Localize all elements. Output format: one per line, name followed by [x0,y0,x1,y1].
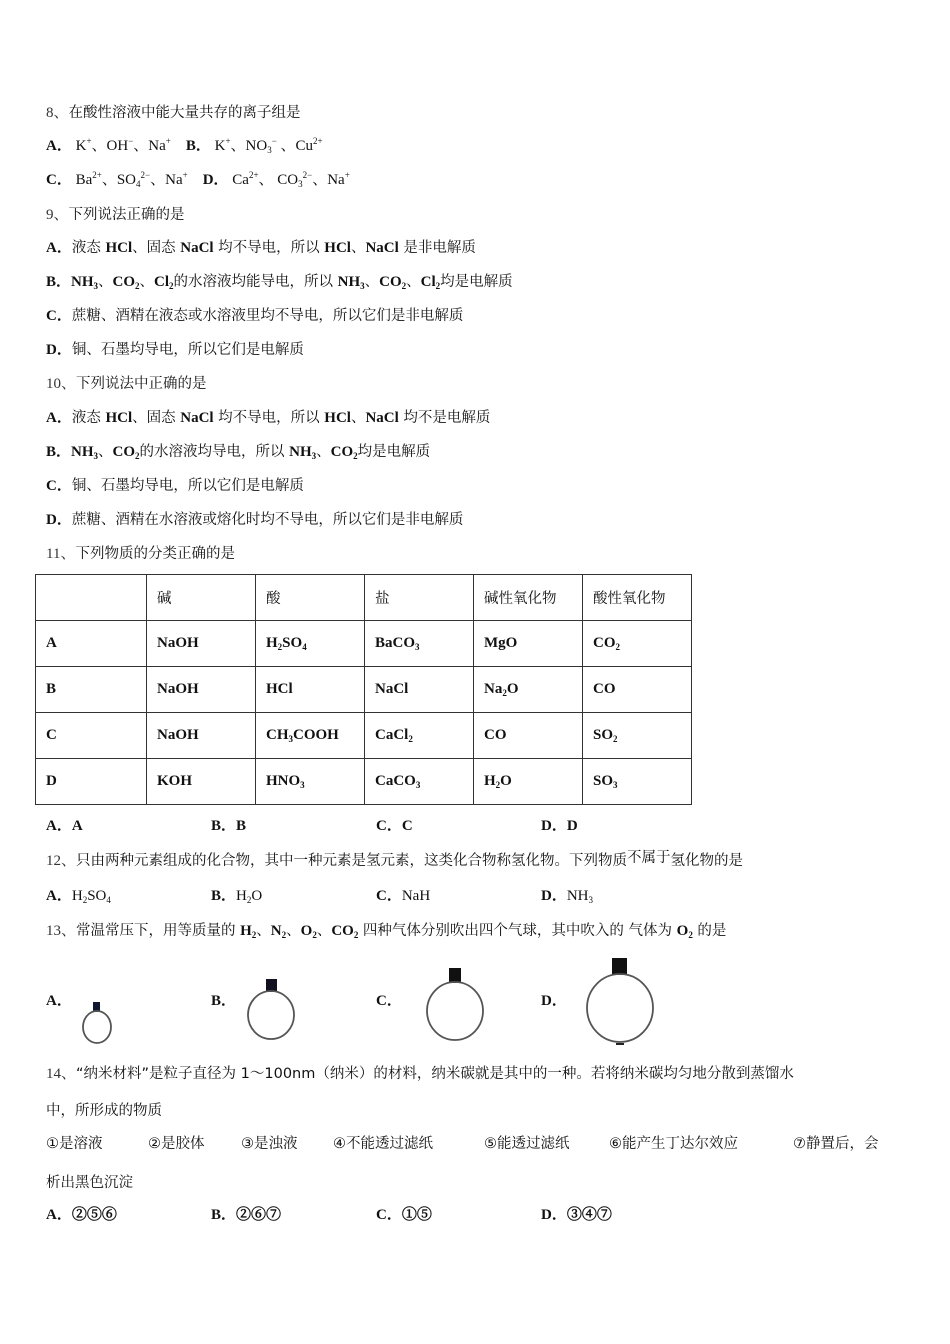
q12-option-a: A．$H_2SO_4$ [46,888,111,905]
q14-option-a: A．②⑤⑥ [46,1207,117,1223]
option-b-text: K+、$NO_3^-$ 、$Cu^{2+}$ [214,136,323,155]
question-number: 9、 [46,207,69,223]
q13-option-c-label: C． [376,993,402,1009]
q9-option-c: C．蔗糖、酒精在液态或水溶液里均不导电，所以它们是非电解质 [46,308,464,324]
header-acid: 酸 [256,575,365,621]
q12-option-c: C．NaH [376,888,431,904]
q14-statement-6: ⑥能产生丁达尔效应 [609,1136,738,1152]
q14-option-c: C．①⑤ [376,1207,432,1223]
q10-option-a: A．液态 HCl、固态 NaCl 均不导电，所以 HCl、NaCl 均不是电解质 [46,410,491,426]
q14-statement-5: ⑤能透过滤纸 [484,1136,570,1152]
q14-statement-1: ①是溶液 [46,1136,103,1152]
option-c-label: C． [46,172,72,188]
q14-statement-2: ②是胶体 [148,1136,205,1152]
option-d-label: D． [202,172,229,188]
q12-stem: 12、只由两种元素组成的化合物，其中一种元素是氢元素，这类化合物称氢化物。下列物质不属于氢化物的是 [46,850,744,869]
q12-option-d: D．$NH_3$ [541,888,594,905]
table-row: C NaOH $CH_3COOH$ CaCl$_2$ CO $SO_2$ [36,713,692,759]
q10-option-b: B．$NH_3$、$CO_2$的水溶液均导电，所以 $NH_3$、$CO_2$均是电解质 [46,444,431,461]
header-salt: 盐 [365,575,474,621]
table-row: A NaOH $H_2SO_4$ BaCO$_3$ MgO $CO_2$ [36,621,692,667]
emphasis-not-belong: 不属于 [627,850,671,866]
q14-option-b: B．②⑥⑦ [211,1207,282,1223]
header-acidic-oxide: 酸性氧化物 [583,575,692,621]
q11-option-d: D．D [541,818,578,834]
q11-option-a: A．A [46,818,83,834]
q13-stem: 13、常温常压下，用等质量的 $H_2$、$N_2$、$O_2$、$CO_2$ 四种气体分别吹出四个气球，其中吹入的 气体为 $O_2$ 的是 [46,923,727,940]
option-a-text: K+、OH−、Na+ [75,136,171,154]
q12-option-b: B．$H_2O$ [211,888,263,905]
question-number: 14、 [46,1066,77,1082]
option-c-text: $Ba^{2+}$、$SO_4^{2-}$、Na+ [75,170,188,189]
q14-stem-line4: 析出黑色沉淀 [46,1175,133,1191]
q11-option-c: C．C [376,818,413,834]
question-text: 下列说法中正确的是 [76,376,207,392]
table-row: B NaOH HCl NaCl $Na_2O$ CO [36,667,692,713]
q13-option-a-label: A． [46,993,72,1009]
balloon-b-icon [248,979,294,1039]
question-number: 13、 [46,923,77,939]
q14-statement-3: ③是浊液 [241,1136,298,1152]
q14-statement-4: ④不能透过滤纸 [333,1136,433,1152]
q14-stem-line2: 中，所形成的物质 [46,1103,162,1119]
q10-option-c: C．铜、石墨均导电，所以它们是电解质 [46,478,304,494]
question-text: 下列物质的分类正确的是 [75,546,235,562]
q13-option-b-label: B． [211,993,237,1009]
balloon-a-icon [83,1002,111,1043]
option-b-label: B． [185,138,211,154]
q14-option-d: D．③④⑦ [541,1207,612,1223]
option-a-label: A． [46,138,72,154]
question-number: 11、 [46,546,76,562]
question-text: 下列说法正确的是 [68,207,185,223]
q10-option-d: D．蔗糖、酒精在水溶液或熔化时均不导电，所以它们是非电解质 [46,512,464,528]
option-d-text: $Ca^{2+}$、 $CO_3^{2-}$、Na+ [232,170,350,189]
question-number: 8、 [46,105,69,121]
q9-option-b: B．$NH_3$、$CO_2$、$Cl_2$的水溶液均能导电，所以 $NH_3$、$CO_2$、$Cl_2$均是电解质 [46,274,513,291]
q14-stem-line1: 14、“纳米材料”是粒子直径为 1～100nm（纳米）的材料，纳米碳就是其中的一种。若将纳米碳均匀地分散到蒸馏水 [46,1066,794,1082]
q9-option-d: D．铜、石墨均导电，所以它们是电解质 [46,342,304,358]
q9-option-a: A．液态 HCl、固态 NaCl 均不导电，所以 HCl、NaCl 是非电解质 [46,240,476,256]
balloon-d-icon [587,958,653,1045]
balloon-c-icon [427,968,483,1040]
question-number: 12、 [46,853,77,869]
q13-option-d-label: D． [541,993,567,1009]
question-text: 在酸性溶液中能大量共存的离子组是 [68,105,301,121]
header-base: 碱 [147,575,256,621]
q14-statement-7: ⑦静置后，会 [793,1136,879,1152]
header-basic-oxide: 碱性氧化物 [474,575,583,621]
q11-option-b: B．B [211,818,247,834]
question-number: 10、 [46,376,77,392]
table-row: D KOH $HNO_3$ CaCO$_3$ $H_2O$ $SO_3$ [36,759,692,805]
